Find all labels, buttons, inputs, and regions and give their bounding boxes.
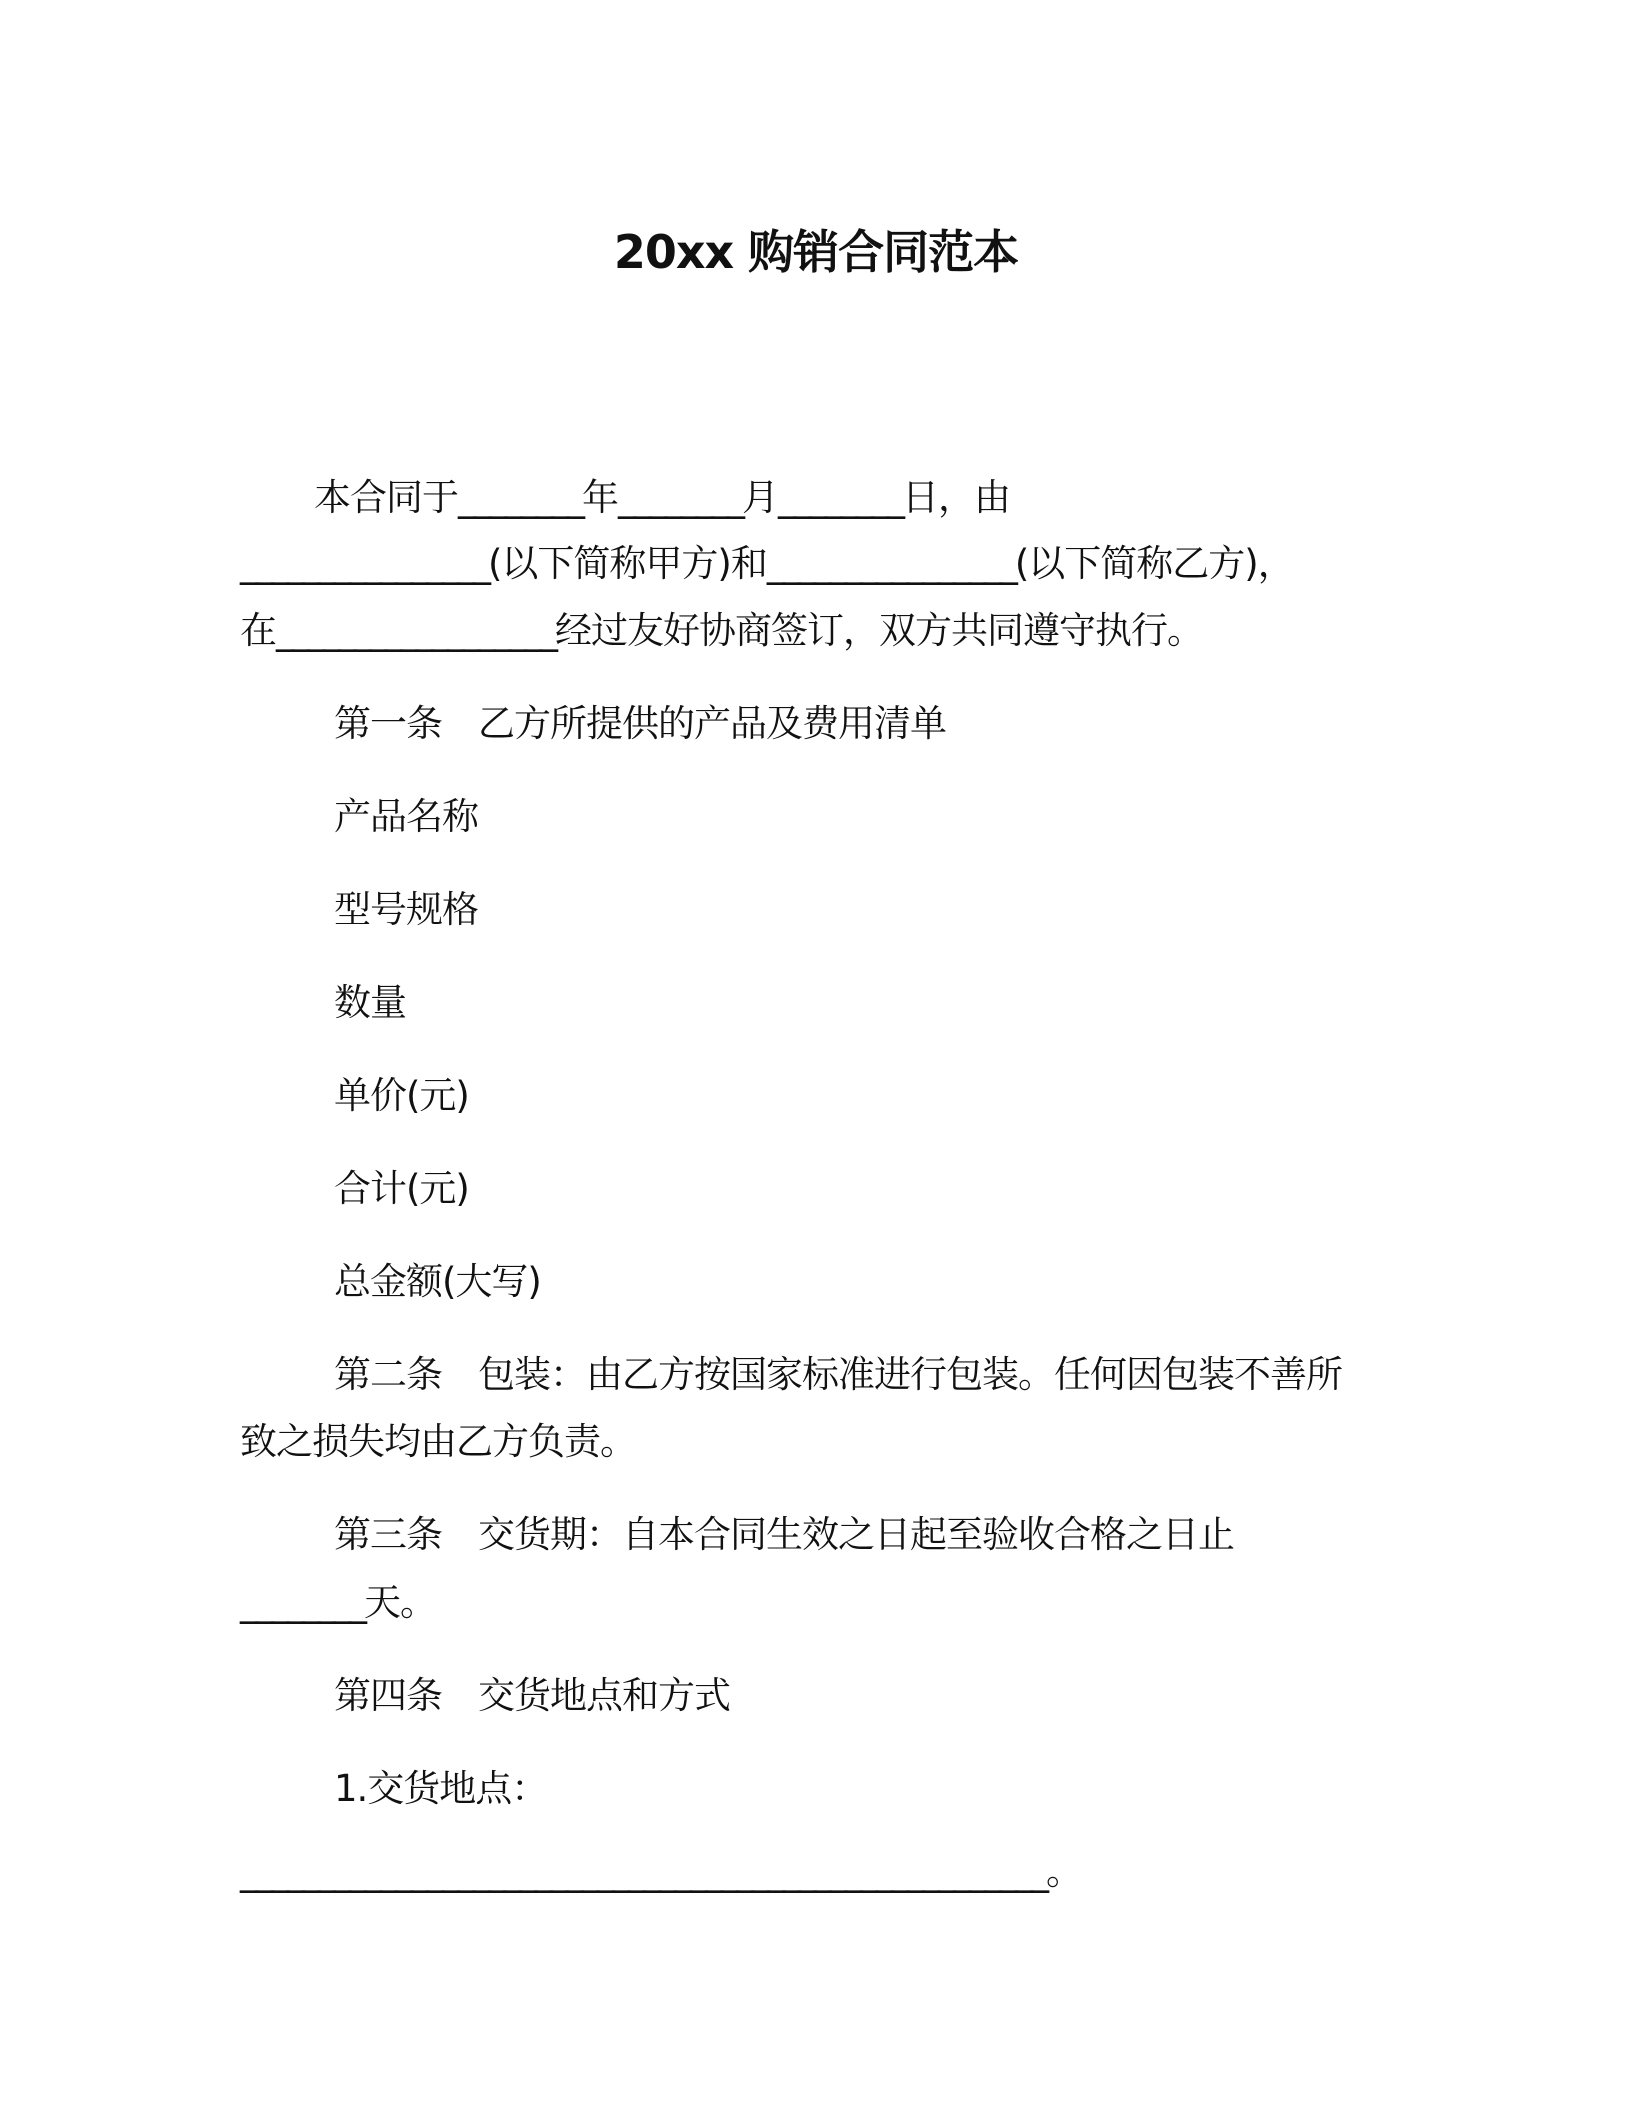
article-4-item-1-label: 1.交货地点： (334, 1767, 548, 1810)
article-4-text: 。 (1046, 1850, 1082, 1893)
article-4-item-1-line (240, 1847, 1082, 1897)
article-1-item: 数量 (334, 981, 406, 1024)
intro-line-2 (240, 539, 1294, 589)
article-1-item: 合计(元) (334, 1167, 469, 1210)
article-1-item: 单价(元) (334, 1074, 469, 1117)
days-blank: ________ (240, 1581, 364, 1624)
year-blank: ________ (458, 476, 582, 519)
article-1-heading: 第一条 乙方所提供的产品及费用清单 (334, 702, 946, 745)
party-a-blank: ________________ (240, 542, 488, 585)
article-3-line-1: 第三条 交货期：自本合同生效之日起至验收合格之日止 (334, 1513, 1234, 1556)
month-blank: ________ (618, 476, 742, 519)
document-title: 20xx 购销合同范本 (613, 225, 1019, 279)
intro-text: 月 (742, 476, 778, 519)
article-1-item: 型号规格 (334, 888, 478, 931)
day-blank: ________ (778, 476, 902, 519)
intro-text: 年 (582, 476, 618, 519)
intro-text: 日，由 (902, 476, 1010, 519)
intro-line-1 (314, 473, 1010, 523)
article-3-text: 天。 (364, 1581, 436, 1624)
intro-text: 在 (240, 609, 276, 652)
intro-text: (以下简称甲方)和 (488, 542, 767, 585)
article-4-heading: 第四条 交货地点和方式 (334, 1674, 730, 1717)
article-1-item: 总金额(大写) (334, 1260, 541, 1303)
intro-text: 本合同于 (314, 476, 458, 519)
article-3-line-2 (240, 1578, 436, 1628)
party-b-blank: ________________ (766, 542, 1015, 585)
intro-text: 经过友好协商签订，双方共同遵守执行。 (555, 609, 1203, 652)
article-1-item: 产品名称 (334, 795, 478, 838)
intro-line-3 (240, 606, 1203, 656)
location-blank: __________________ (276, 609, 555, 652)
intro-text: (以下简称乙方)， (1014, 542, 1294, 585)
article-2-line-1: 第二条 包装：由乙方按国家标准进行包装。任何因包装不善所 (334, 1353, 1342, 1396)
article-2-line-2: 致之损失均由乙方负责。 (240, 1420, 636, 1463)
delivery-location-blank: ____________________________________________________ (240, 1850, 1046, 1893)
